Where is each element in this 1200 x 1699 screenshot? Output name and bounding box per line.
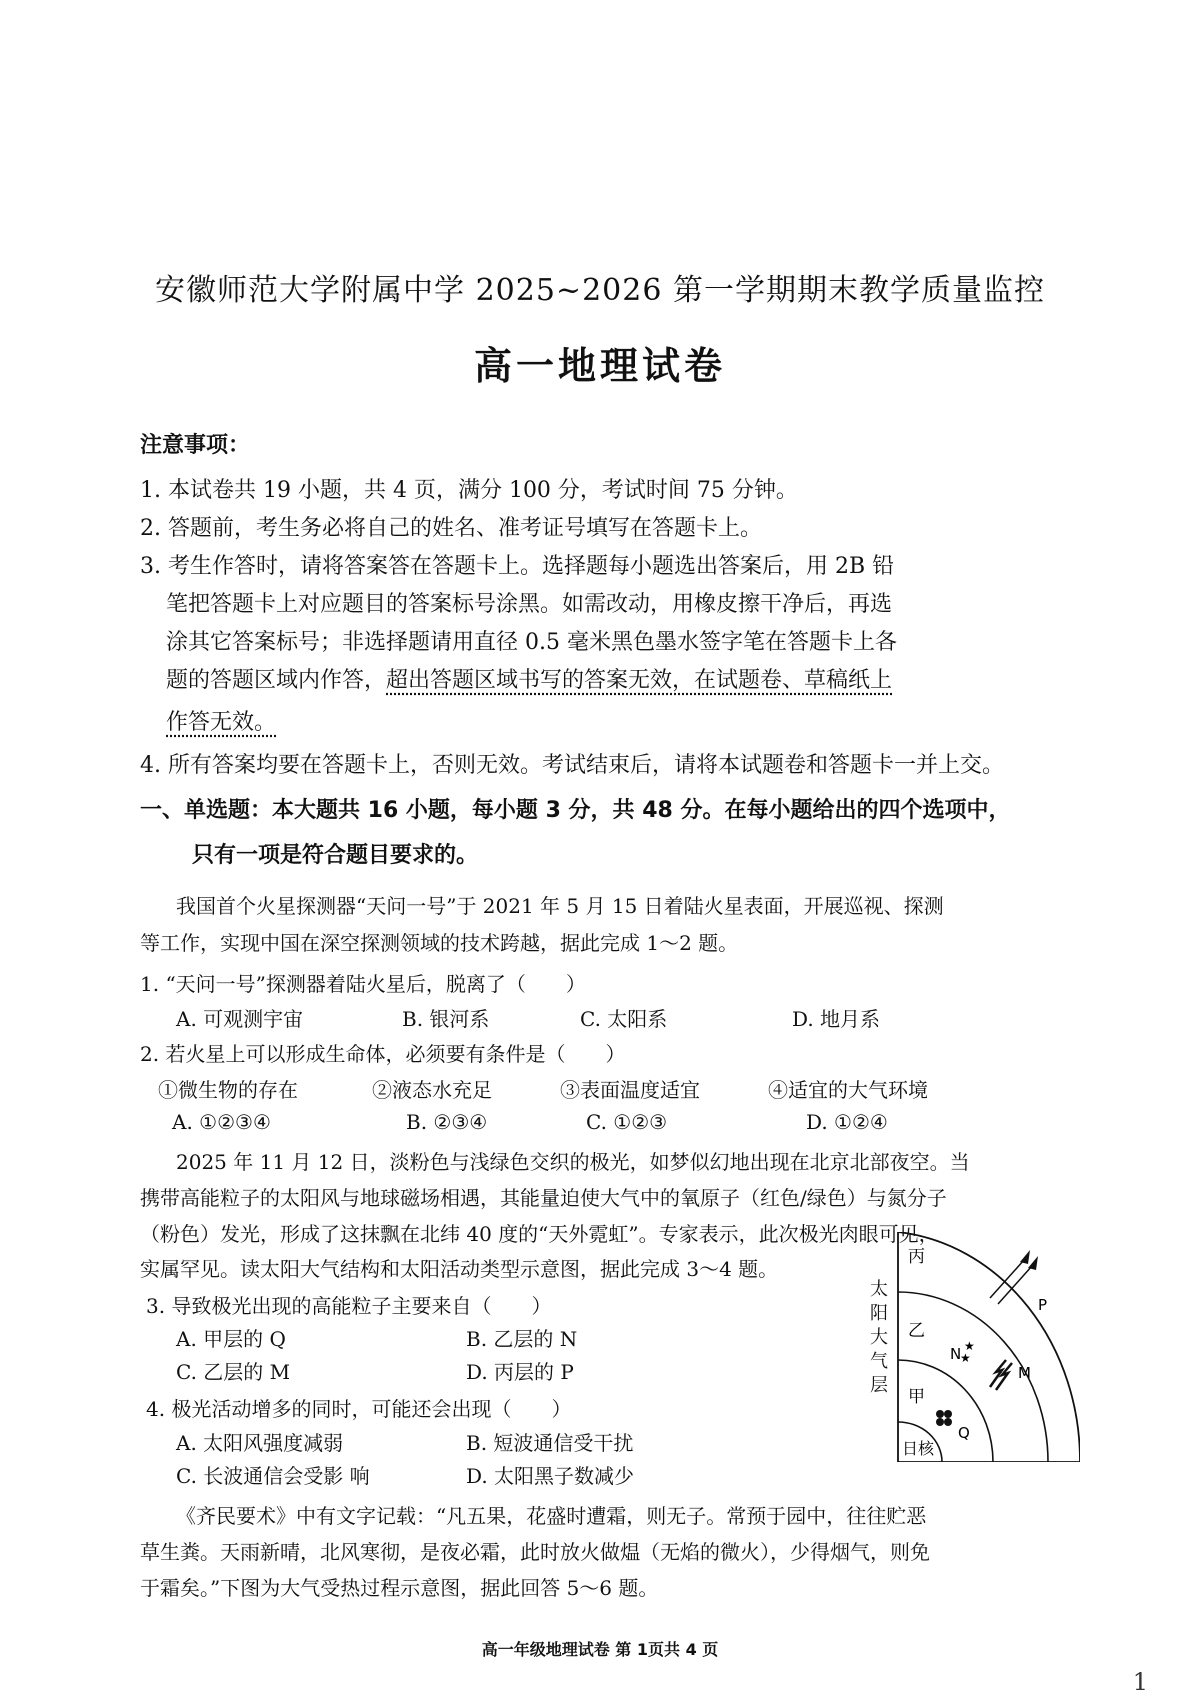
core-label: 日核 — [902, 1439, 935, 1458]
q-label: Q — [958, 1424, 970, 1442]
page-footer: 高一年级地理试卷 第 1页共 4 页 — [481, 1640, 719, 1659]
p-arrow-head-1 — [1020, 1250, 1030, 1264]
p-arrow-2 — [998, 1266, 1032, 1304]
question-4-option-c: C. 长波通信会受影 响 — [176, 1464, 370, 1488]
question-2-condition-1: ①微生物的存在 — [158, 1078, 298, 1102]
layer-bing-boundary — [898, 1232, 1080, 1462]
passage-3-line-3: 于霜矣。”下图为大气受热过程示意图，据此回答 5～6 题。 — [140, 1576, 659, 1600]
star-icon: ★ — [960, 1351, 971, 1365]
notice-item-3-line-4a: 题的答题区域内作答， — [166, 668, 387, 693]
notice-item-1: 1. 本试卷共 19 小题，共 4 页，满分 100 分，考试时间 75 分钟。 — [140, 478, 798, 503]
sunspot-icon — [936, 1410, 944, 1418]
question-4-option-d: D. 太阳黑子数减少 — [466, 1464, 635, 1488]
passage-2-line-1: 2025 年 11 月 12 日，淡粉色与浅绿色交织的极光，如梦似幻地出现在北京北部夜空。当 — [176, 1150, 970, 1174]
notice-item-3-line-4 — [166, 663, 892, 694]
question-4-stem: 4. 极光活动增多的同时，可能还会出现（ ） — [146, 1397, 572, 1421]
passage-1-line-1: 我国首个火星探测器“天问一号”于 2021 年 5 月 15 日着陆火星表面，开展巡视、探测 — [176, 894, 944, 918]
m-label: M — [1018, 1364, 1031, 1382]
question-1-option-c: C. 太阳系 — [580, 1007, 668, 1031]
page-number: 1 — [1132, 1668, 1148, 1696]
question-2-option-c: C. ①②③ — [586, 1110, 668, 1134]
section-heading: 一、单选题：本大题共 16 小题，每小题 3 分，共 48 分。在每小题给出的四个选项中， — [140, 798, 1011, 823]
question-2-condition-4: ④适宜的大气环境 — [768, 1078, 928, 1102]
question-4-option-a: A. 太阳风强度减弱 — [176, 1431, 344, 1455]
n-label: N — [950, 1345, 962, 1363]
notice-emphasis: 超出答题区域书写的答案无效，在试题卷、草稿纸上 — [386, 668, 893, 693]
p-arrow-1 — [990, 1260, 1024, 1298]
question-1-option-b: B. 银河系 — [402, 1007, 490, 1031]
sun-atmosphere-diagram — [870, 1232, 1080, 1462]
notice-item-3-line-1: 3. 考生作答时，请将答案答在答题卡上。选择题每小题选出答案后，用 2B 铅 — [140, 554, 895, 579]
layer-yi-label: 乙 — [908, 1321, 925, 1341]
notice-item-3-line-5: 作答无效。 — [166, 710, 277, 735]
notice-item-3-line-2: 笔把答题卡上对应题目的答案标号涂黑。如需改动，用橡皮擦干净后，再选 — [166, 592, 893, 617]
passage-2-line-4: 实属罕见。读太阳大气结构和太阳活动类型示意图，据此完成 3～4 题。 — [140, 1257, 779, 1281]
notice-item-2: 2. 答题前，考生务必将自己的姓名、准考证号填写在答题卡上。 — [140, 516, 762, 541]
passage-3-line-1: 《齐民要术》中有文字记载：“凡五果，花盛时遭霜，则无子。常预于园中，往往贮恶 — [176, 1504, 927, 1528]
section-heading-line-2: 只有一项是符合题目要求的。 — [192, 843, 479, 868]
passage-1-line-2: 等工作，实现中国在深空探测领域的技术跨越，据此完成 1～2 题。 — [140, 931, 739, 955]
question-3-option-b: B. 乙层的 N — [466, 1327, 578, 1351]
sunspot-icon — [936, 1418, 944, 1426]
question-3-option-c: C. 乙层的 M — [176, 1360, 291, 1384]
question-2-option-b: B. ②③④ — [406, 1110, 488, 1134]
sunspot-icon — [944, 1410, 952, 1418]
layer-jia-label: 甲 — [908, 1387, 925, 1407]
passage-3-line-2: 草生粪。天雨新晴，北风寒彻，是夜必霜，此时放火做煴（无焰的微火），少得烟气，则免 — [140, 1540, 930, 1564]
p-arrow-head-2 — [1028, 1256, 1038, 1270]
question-4-option-b: B. 短波通信受干扰 — [466, 1431, 634, 1455]
star-icon: ★ — [964, 1339, 975, 1353]
question-2-stem: 2. 若火星上可以形成生命体，必须要有条件是（ ） — [140, 1042, 626, 1066]
notice-item-4: 4. 所有答案均要在答题卡上，否则无效。考试结束后，请将本试题卷和答题卡一并上交。 — [140, 753, 1004, 778]
question-1-option-a: A. 可观测宇宙 — [176, 1007, 304, 1031]
question-3-option-a: A. 甲层的 Q — [176, 1327, 286, 1351]
notice-item-3-line-3: 涂其它答案标号；非选择题请用直径 0.5 毫米黑色墨水签字笔在答题卡上各 — [166, 630, 897, 655]
question-2-option-d: D. ①②④ — [806, 1110, 888, 1134]
passage-2-line-2: 携带高能粒子的太阳风与地球磁场相遇，其能量迫使大气中的氧原子（红色/绿色）与氮分子 — [140, 1186, 947, 1210]
question-2-option-a: A. ①②③④ — [172, 1110, 271, 1134]
layer-bing-label: 丙 — [908, 1247, 925, 1267]
question-2-condition-3: ③表面温度适宜 — [560, 1078, 700, 1102]
p-label: P — [1038, 1296, 1048, 1314]
sunspot-icon — [944, 1418, 952, 1426]
paper-title: 高一地理试卷 — [473, 344, 726, 388]
question-1-stem: 1. “天问一号”探测器着陆火星后，脱离了（ ） — [140, 972, 586, 996]
question-3-option-d: D. 丙层的 P — [466, 1360, 574, 1384]
school-title: 安徽师范大学附属中学 2025~2026 第一学期期末教学质量监控 — [155, 273, 1045, 308]
question-2-condition-2: ②液态水充足 — [372, 1078, 492, 1102]
passage-2-line-3: （粉色）发光，形成了这抹飘在北纬 40 度的“天外霓虹”。专家表示，此次极光肉眼可见， — [140, 1222, 939, 1246]
question-3-stem: 3. 导致极光出现的高能粒子主要来自（ ） — [146, 1294, 552, 1318]
notice-heading: 注意事项： — [140, 433, 251, 458]
diagram-side-label: 太 阳 大 气 层 — [870, 1279, 888, 1396]
question-1-option-d: D. 地月系 — [792, 1007, 881, 1031]
